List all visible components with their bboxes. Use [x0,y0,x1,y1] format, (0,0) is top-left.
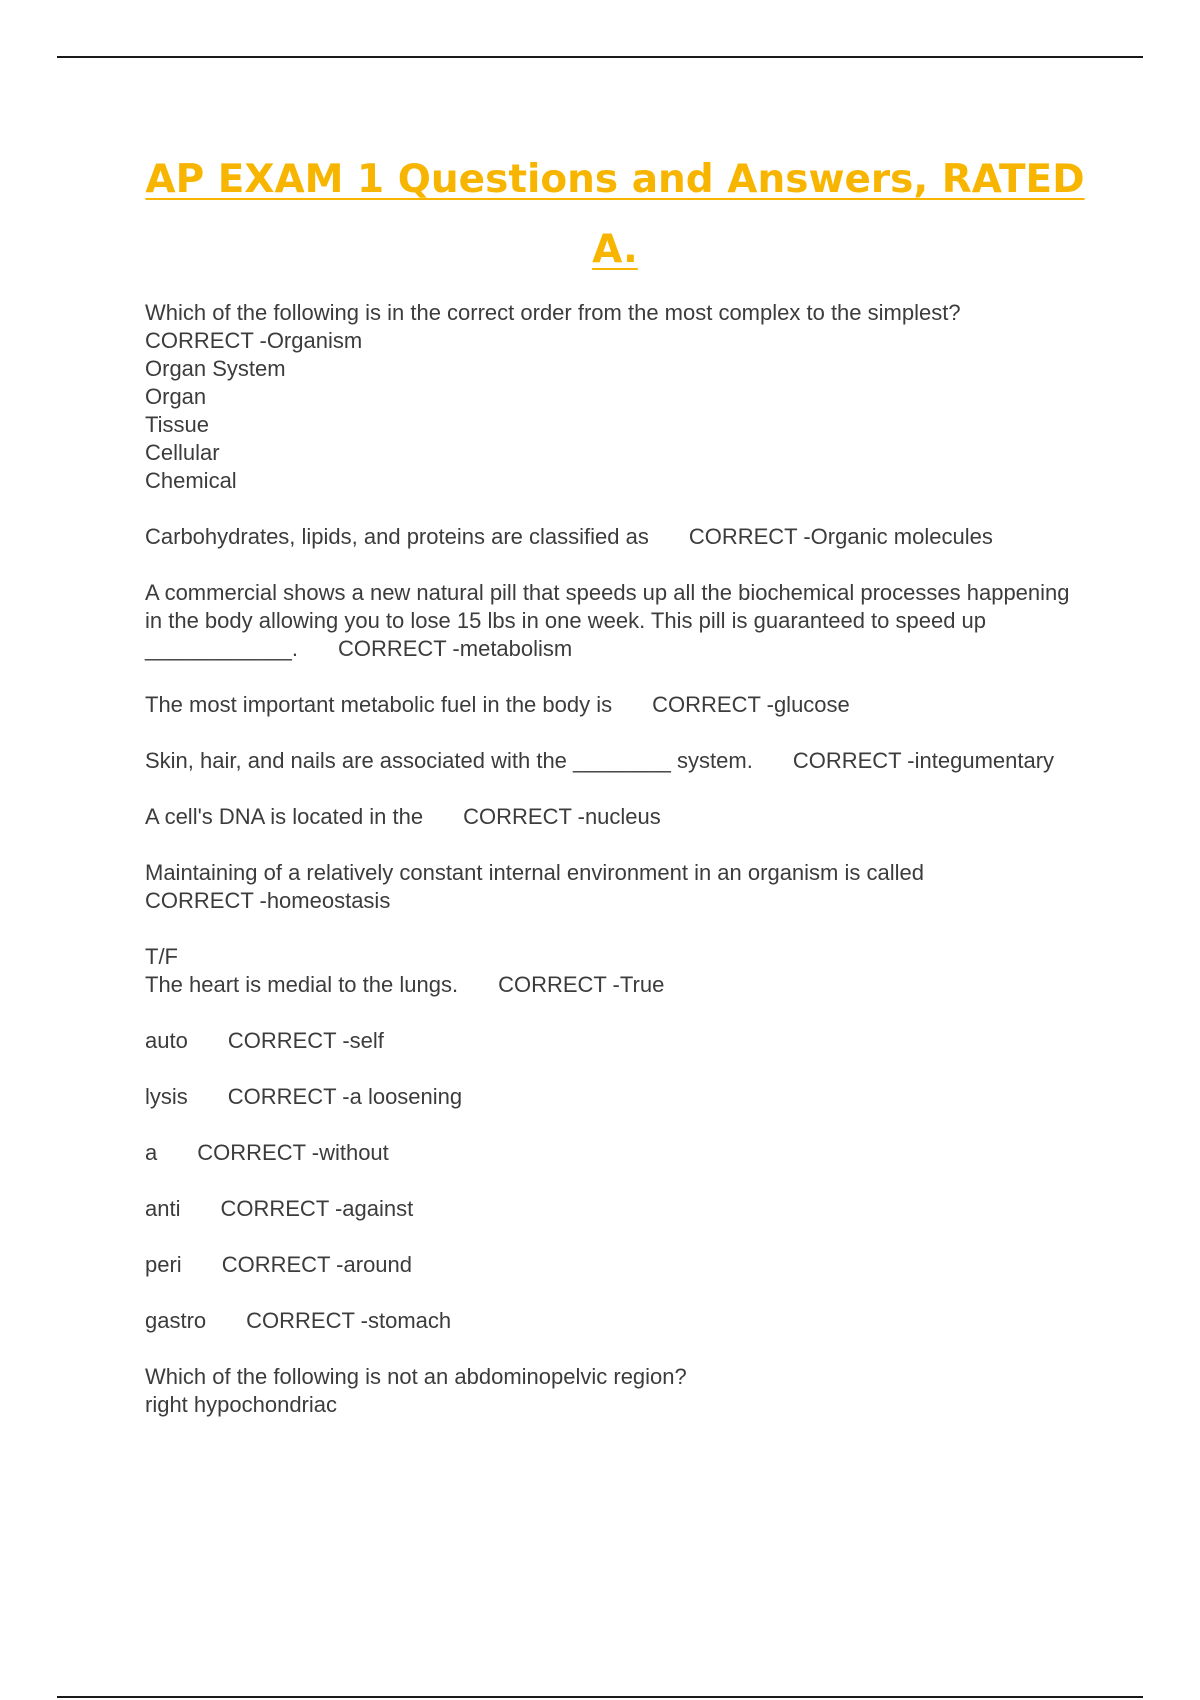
qa-item [145,1139,1090,1167]
answer-text: CORRECT -Organic molecules [688,524,993,549]
qa-item [145,747,1090,775]
qa-line: right hypochondriac [145,1392,338,1417]
question-text: anti [145,1196,181,1221]
answer-text: CORRECT -without [197,1140,389,1165]
question-text: A commercial shows a new natural pill that speeds up all the biochemical processes happening in the body allowing you to lose 15 lbs in one week. This pill is guaranteed to speed up ____________. [145,580,1076,661]
question-text: The heart is medial to the lungs. [145,972,459,997]
question-text: Carbohydrates, lipids, and proteins are classified as [145,524,649,549]
answer-text: CORRECT -metabolism [337,636,573,661]
qa-item [145,1027,1090,1055]
qa-item [145,1195,1090,1223]
question-text: A cell's DNA is located in the [145,804,424,829]
qa-item [145,691,1090,719]
qa-prefix: T/F [145,944,178,969]
qa-item [145,523,1090,551]
qa-line: Which of the following is not an abdominopelvic region? [145,1364,687,1389]
answer-text: CORRECT -against [220,1196,414,1221]
qa-line: Organ [145,384,207,409]
qa-line: Tissue [145,412,209,437]
qa-item [145,1251,1090,1279]
bottom-rule [57,1696,1143,1698]
qa-line: Cellular [145,440,220,465]
qa-item [145,803,1090,831]
qa-item [145,1307,1090,1335]
qa-line: CORRECT -Organism [145,328,363,353]
qa-line: Which of the following is in the correct order from the most complex to the simplest? [145,300,961,325]
question-text: The most important metabolic fuel in the body is [145,692,613,717]
qa-list [145,299,1090,1447]
qa-item [145,299,1090,495]
answer-text: CORRECT -around [221,1252,413,1277]
answer-text: CORRECT -self [227,1028,384,1053]
answer-text: CORRECT -nucleus [463,804,661,829]
answer-text: CORRECT -True [498,972,665,997]
qa-item [145,859,1090,915]
qa-item [145,579,1090,663]
question-text: auto [145,1028,188,1053]
qa-item [145,1363,1090,1419]
question-text: Maintaining of a relatively constant internal environment in an organism is called [145,860,924,885]
answer-text: CORRECT -a loosening [227,1084,463,1109]
answer-text: CORRECT -integumentary [792,748,1055,773]
qa-line: Chemical [145,468,237,493]
qa-line: Organ System [145,356,286,381]
question-text: lysis [145,1084,188,1109]
qa-item [145,1083,1090,1111]
question-text: peri [145,1252,182,1277]
answer-text: CORRECT -stomach [246,1308,452,1333]
answer-text: CORRECT -glucose [652,692,850,717]
answer-text: CORRECT -homeostasis [145,888,391,913]
question-text: Skin, hair, and nails are associated with the ________ system. [145,748,753,773]
question-text: gastro [145,1308,207,1333]
qa-item [145,943,1090,999]
document-title: AP EXAM 1 Questions and Answers, RATED A. [145,157,1085,272]
top-rule [57,56,1143,58]
question-text: a [145,1140,158,1165]
